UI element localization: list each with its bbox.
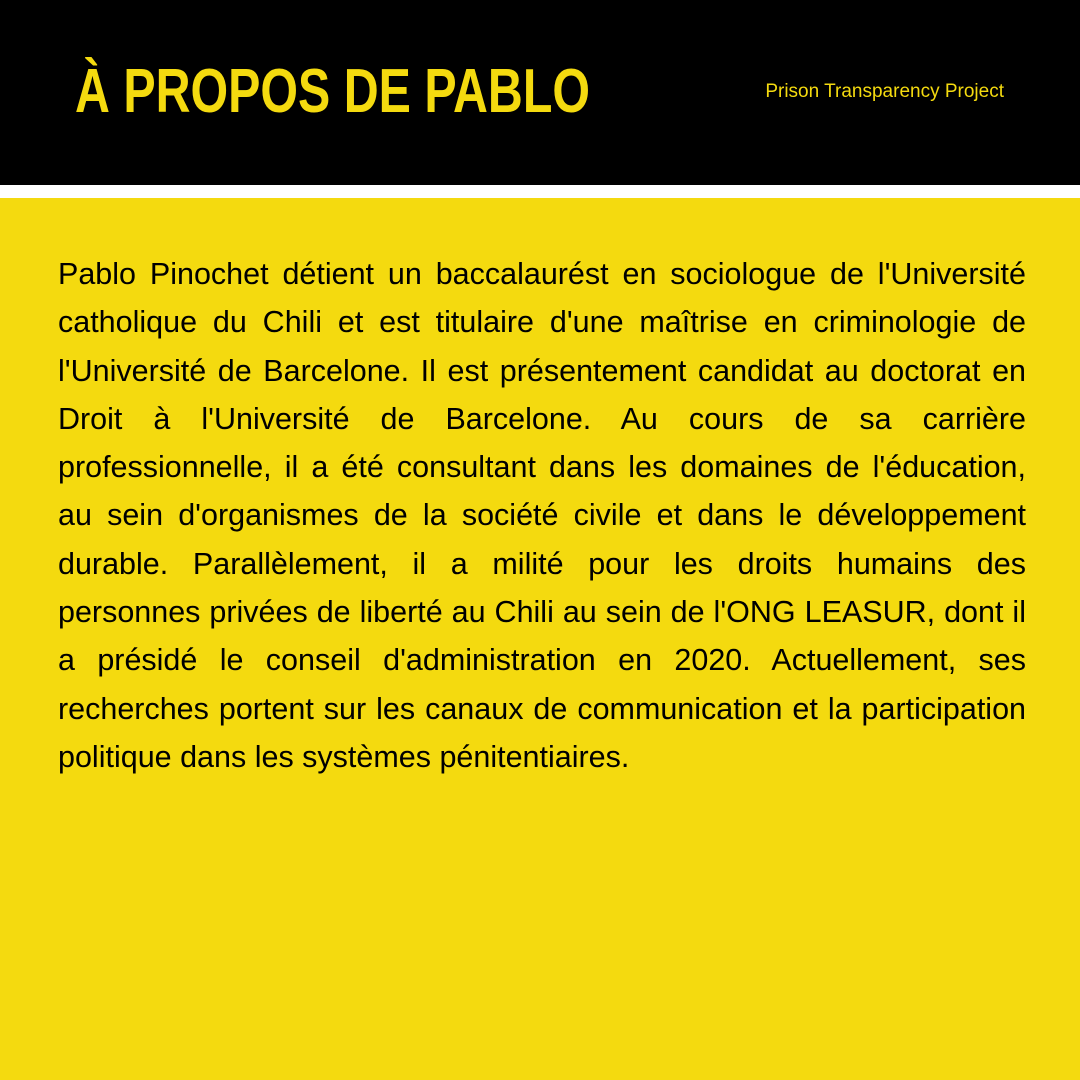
content-area: [0, 198, 1080, 1080]
page-title: À PROPOS DE PABLO: [75, 57, 591, 126]
organization-name: Prison Transparency Project: [765, 81, 1004, 102]
divider: [0, 185, 1080, 198]
header-bar: [0, 0, 1080, 185]
bio-paragraph: Pablo Pinochet détient un baccalaurést en sociologue de l'Université catholique du Chili et est titulaire d'une maîtrise en criminologie de l'Université de Barcelone. Il est présentement candidat au doctorat en Droit à l'Université de Barcelone. Au cours de sa carrière professionnelle, il a été consultant dans les domaines de l'éducation, au sein d'organismes de la société civile et dans le développement durable. Parallèlement, il a milité pour les droits humains des personnes privées de liberté au Chili au sein de l'ONG LEASUR, dont il a présidé le conseil d'administration en 2020. Actuellement, ses recherches portent sur les canaux de communication et la participation politique dans les systèmes pénitentiaires.: [58, 257, 1026, 774]
